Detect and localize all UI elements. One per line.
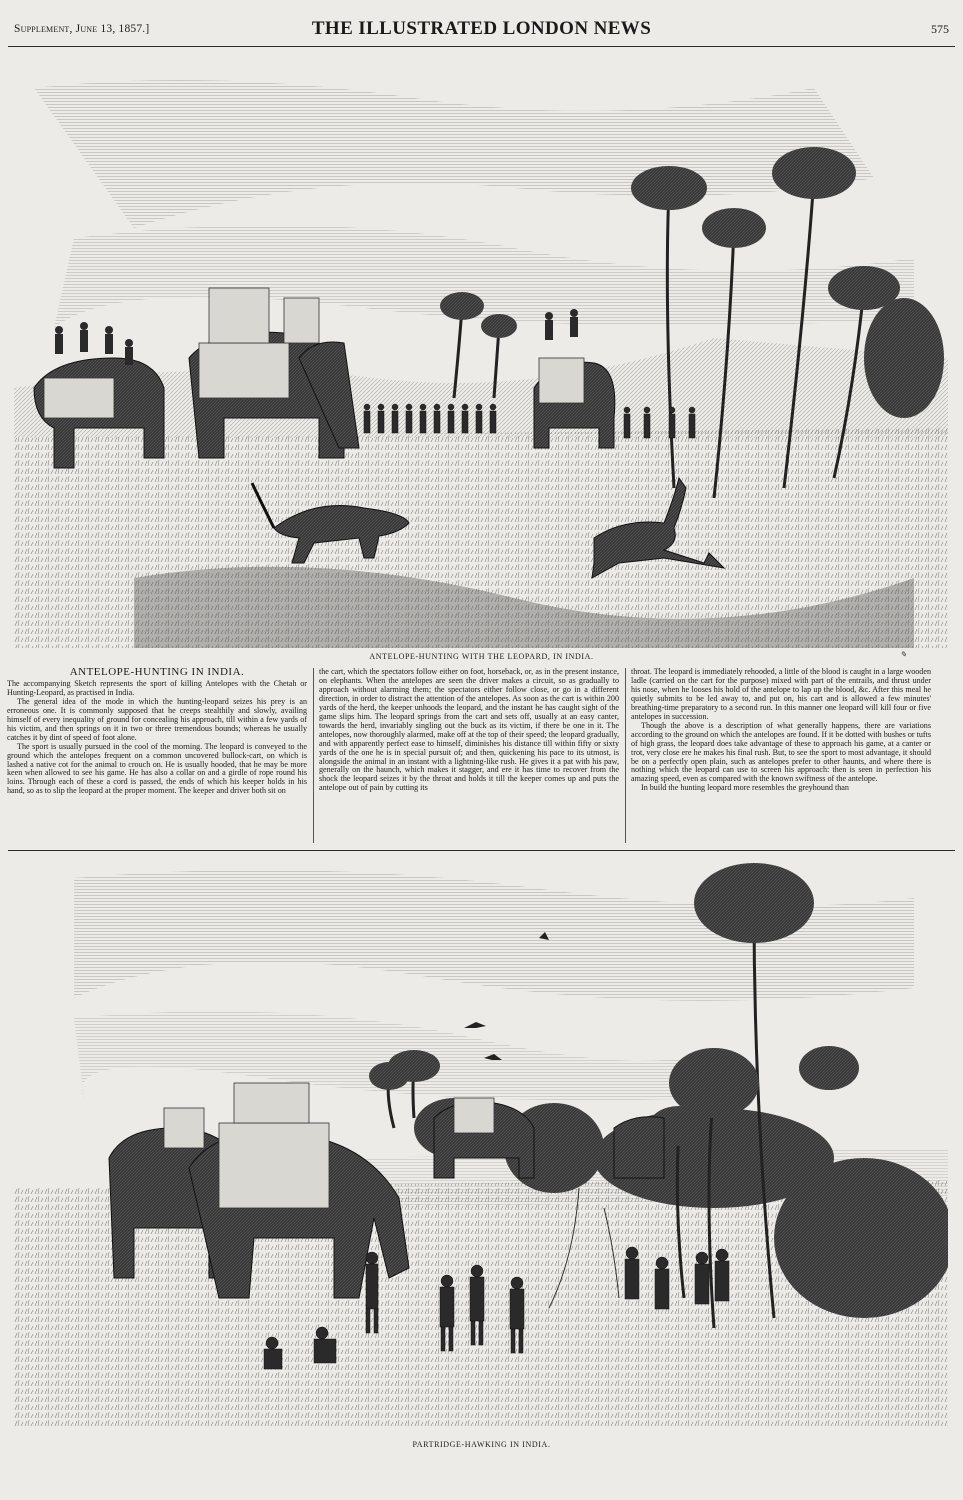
- engraving-antelope-hunting-scene-icon: [14, 58, 948, 648]
- article-paragraph: throat. The leopard is immediately rehooded, a little of the blood is caught in a large wooden ladle (carried on the cart for the purpose) mixed with part of the entrails, and thrust under his nose, when he looses his hold of the antelope to lap up the blood, &c. After this meal he quietly submits to be led away to, and put on, his cart and is allowed a few minutes' breathing-time preparatory to a second run. In this manner one leopard will kill four or five antelopes in succession.: [631, 668, 931, 721]
- article-paragraph: Though the above is a description of what generally happens, there are variations according to the ground on which the antelopes are found. If it be dotted with bushes or tufts of high grass, the leopard does take advantage of these to approach his game, at a canter or trot, very close ere he makes his final rush. But, to see the sport to most advantage, it should be on a perfectly open plain, such as antelopes prefer to other haunts, and where there is nothing which the leopard can use to screen his approach: then is seen in perfection his amazing speed, even as compared with the known swiftness of the antelope.: [631, 720, 931, 784]
- article-paragraph: The accompanying Sketch represents the sport of killing Antelopes with the Chetah or Hunting-Leopard, as practised in India.: [7, 678, 307, 697]
- article-paragraph: In build the hunting leopard more resembles the greyhound than: [641, 783, 849, 793]
- antelope-hunting-illustration: [14, 58, 948, 648]
- masthead-rule: [8, 46, 955, 47]
- partridge-hawking-illustration: [14, 858, 948, 1426]
- page-number: 575: [931, 21, 949, 36]
- supplement-date: Supplement, June 13, 1857.]: [14, 23, 150, 35]
- bottom-illustration-caption: PARTRIDGE-HAWKING IN INDIA.: [412, 1440, 551, 1449]
- column-divider: [625, 668, 626, 843]
- article-column-1: [7, 668, 307, 844]
- article-column-3: [631, 668, 931, 844]
- newspaper-title: THE ILLUSTRATED LONDON NEWS: [311, 18, 652, 39]
- masthead: [14, 14, 949, 44]
- article-paragraph: The sport is usually pursued in the cool of the morning. The leopard is conveyed to the ground which the antelopes frequent on a common uncovered bullock-cart, on which is lashed a native cot for the animal to crouch on. He is usually hooded, that he may be more keen when allowed to see his game. He has also a collar on and a girdle of rope round his loins. Through each of these a cord is passed, the ends of which his keeper holds in his hand, so as to slip the leopard at the proper moment. The keeper and driver both sit on: [7, 741, 307, 796]
- article-title: ANTELOPE-HUNTING IN INDIA.: [69, 668, 245, 678]
- column-divider: [313, 668, 314, 843]
- article-bottom-rule: [8, 850, 955, 851]
- engraving-partridge-hawking-scene-icon: [14, 858, 948, 1426]
- top-illustration-caption: ANTELOPE-HUNTING WITH THE LEOPARD, IN INDIA.: [369, 652, 594, 661]
- engraver-signature-icon: ✎: [900, 650, 907, 659]
- article-paragraph: The general idea of the mode in which the hunting-leopard seizes his prey is an erroneous one. It is commonly supposed that he creeps stealthily and slowly, availing himself of every inequality of ground for concealing his approach, till within a few yards of his victim, and then springs on it in two or three tremendous bounds; whereas he usually catches it by dint of speed of foot alone.: [7, 696, 307, 742]
- article-paragraph: the cart, which the spectators follow either on foot, horseback, or, as in the present instance, on elephants. When the antelopes are seen the driver makes a circuit, so as gradually to approach without alarming them; the spectators either follow close, or go in a different direction, in order to distract the attention of the antelopes. As soon as the cart is within 200 yards of the herd, the keeper unhoods the leopard, and the instant he has caught sight of the game slips him. The leopard springs from the cart and sets off, usually at an easy canter, towards the herd, invariably singling out the buck as its victim, if there be one in it. The antelopes, now thoroughly alarmed, make off at the top of their speed; the leopard gradually, and with apparently perfect ease to himself, diminishes his distance till within fifty or sixty yards of the one he is in special pursuit of; and then, quickening his pace to its utmost, is alongside the animal in an instant with a lightning-like rush. He gives it a pat with his paw, generally on the haunch, which makes it stagger, and ere it has time to recover from the shock the leopard seizes it by the throat and holds it till the keeper comes up and puts the antelope out of pain by cutting its: [319, 668, 619, 793]
- article-column-2: [319, 668, 619, 844]
